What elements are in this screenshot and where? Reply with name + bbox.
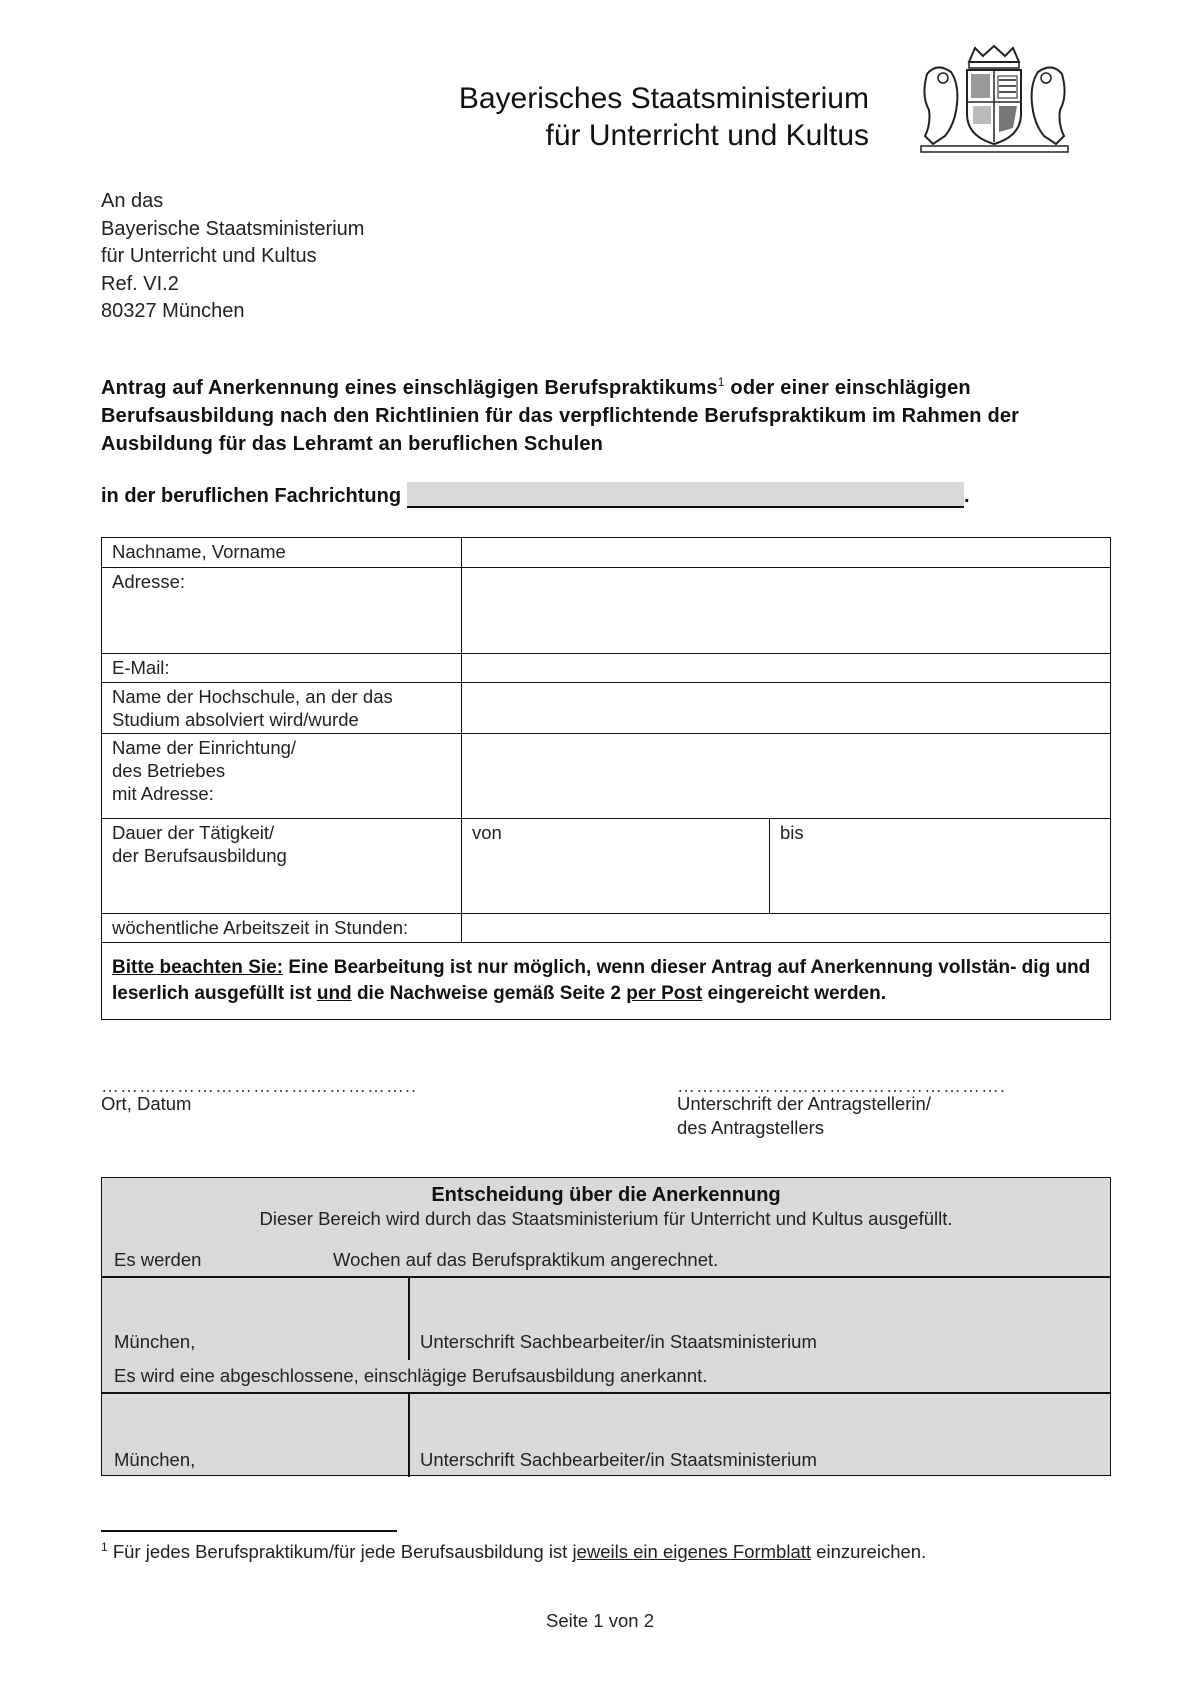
footnote-marker: 1 [101,1540,108,1554]
address-line: 80327 München [101,300,245,322]
address-input[interactable] [462,568,1111,654]
applicant-signature-label [677,1092,931,1140]
decision-subtitle: Dieser Bereich wird durch das Staatsministerium für Unterricht und Kultus ausgefüllt. [259,1208,953,1229]
notice-und: und [316,983,352,1004]
address-line: Bayerische Staatsministerium [101,217,365,240]
duration-label-line: Dauer der Tätigkeit/ [112,822,275,843]
address-label: Adresse: [102,568,462,654]
institution-label-line: Name der Einrichtung/ [112,737,297,758]
duration-to-input[interactable] [770,819,1111,914]
heading-footnote-marker: 1 [717,375,725,389]
footnote-emphasis: jeweils ein eigenes Formblatt [572,1541,812,1562]
officer-signature-1[interactable]: Unterschrift Sachbearbeiter/in Staatsministerium [420,1331,817,1352]
notice-lead: Bitte beachten Sie: [112,957,284,978]
divider [102,1276,1110,1278]
footnote-divider [101,1530,397,1532]
name-label: Nachname, Vorname [102,538,462,568]
footnote [101,1540,926,1563]
divider [102,1392,1110,1394]
institution-label [102,734,462,819]
divider [408,1278,410,1360]
fachrichtung-line [101,482,970,508]
notice-text: eingereicht werden. [702,983,887,1004]
signature-label-line: Unterschrift der Antragstellerin/ [677,1093,931,1114]
ministry-title-line2: für Unterricht und Kultus [545,119,869,152]
notice-text: die Nachweise gemäß Seite 2 [351,983,627,1004]
name-input[interactable] [462,538,1111,568]
duration-to-label: bis [780,822,804,843]
university-input[interactable] [462,683,1111,734]
place-date-label: Ort, Datum [101,1093,192,1114]
duration-from-input[interactable] [462,819,770,914]
applicant-form-table [101,537,1111,1020]
weeks-prefix: Es werden [114,1249,202,1270]
fachrichtung-input[interactable] [407,482,964,508]
decision-city-1: München, [114,1331,196,1352]
footnote-text: Für jedes Berufspraktikum/für jede Berufsausbildung ist [107,1541,573,1562]
notice-post: per Post [626,983,703,1004]
email-label: E-Mail: [102,654,462,683]
email-input[interactable] [462,654,1111,683]
institution-label-line: mit Adresse: [112,783,214,804]
weeks-suffix: Wochen auf das Berufspraktikum angerechnet. [333,1249,719,1270]
footnote-text: einzureichen. [811,1541,927,1562]
decision-title: Entscheidung über die Anerkennung [431,1184,781,1206]
notice-text: Eine Bearbeitung ist nur möglich, wenn dieser Antrag auf Anerkennung vollstän- dig und leserlich ausgefüllt ist [112,957,1091,1004]
ministry-title [459,80,869,154]
university-label [102,683,462,734]
form-heading [101,368,1111,458]
signature-label-line: des Antragstellers [677,1117,825,1138]
hours-label: wöchentliche Arbeitszeit in Stunden: [102,914,462,943]
training-recognition-text: Es wird eine abgeschlossene, einschlägige Berufsausbildung anerkannt. [114,1365,708,1386]
processing-notice [102,943,1111,1020]
recipient-address [101,188,364,326]
fachrichtung-period: . [964,485,970,507]
address-line: für Unterricht und Kultus [101,245,317,267]
decision-city-2: München, [114,1449,196,1470]
bavarian-coat-of-arms-icon [907,44,1082,156]
page-number: Seite 1 von 2 [546,1610,654,1631]
duration-label-line: der Berufsausbildung [112,845,287,866]
heading-part2: oder einer einschlägigen Berufsausbildung nach den Richtlinien für das verpflichtende Berufspraktikum im Rahmen der Ausbildung für das Lehramt an beruflichen Schulen [101,377,1020,455]
institution-input[interactable] [462,734,1111,819]
duration-from-label: von [472,822,502,843]
fachrichtung-label: in der beruflichen Fachrichtung [101,485,402,507]
institution-label-line: des Betriebes [112,760,226,781]
address-line: An das [101,190,164,212]
decision-section [101,1177,1111,1476]
place-date-line[interactable]: ………………………………………….. [101,1076,418,1096]
university-label-line: Studium absolviert wird/wurde [112,709,359,730]
university-label-line: Name der Hochschule, an der das [112,686,393,707]
hours-input[interactable] [462,914,1111,943]
officer-signature-2[interactable]: Unterschrift Sachbearbeiter/in Staatsministerium [420,1449,817,1470]
heading-part1: Antrag auf Anerkennung eines einschlägigen Berufspraktikums [101,377,718,399]
ministry-title-line1: Bayerisches Staatsministerium [458,82,869,115]
duration-label [102,819,462,914]
applicant-signature-line[interactable]: ……………………………………………. [677,1076,1007,1096]
divider [408,1394,410,1477]
address-line: Ref. VI.2 [101,272,179,295]
